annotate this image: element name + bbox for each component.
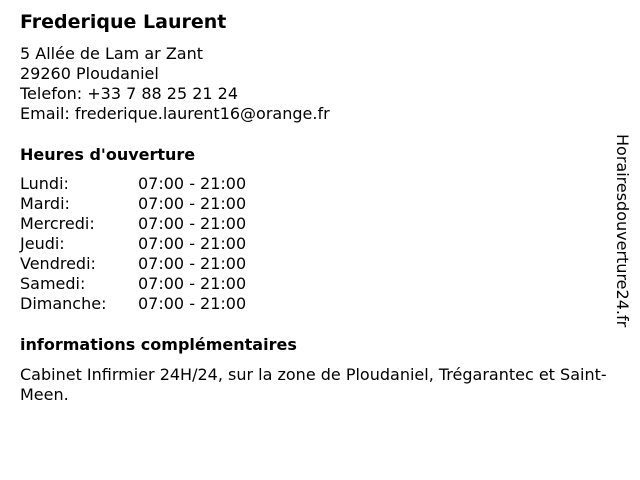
opening-hours-table (20, 174, 246, 314)
hours-time: 07:00 - 21:00 (138, 194, 247, 213)
site-watermark: Horairesdouverture24.fr (613, 134, 632, 328)
hours-row-saturday (20, 274, 246, 294)
city-postcode: 29260 Ploudaniel (20, 64, 159, 83)
email-address: Email: frederique.laurent16@orange.fr (20, 104, 330, 123)
hours-row-thursday (20, 234, 246, 254)
hours-day: Dimanche: (20, 294, 107, 313)
hours-time: 07:00 - 21:00 (138, 254, 247, 273)
additional-info-text: Cabinet Infirmier 24H/24, sur la zone de Ploudaniel, Trégarantec et Saint-Meen. (20, 365, 607, 404)
street-address: 5 Allée de Lam ar Zant (20, 44, 203, 63)
hours-day: Mardi: (20, 194, 70, 213)
hours-day: Vendredi: (20, 254, 96, 273)
hours-time: 07:00 - 21:00 (138, 294, 247, 313)
hours-time: 07:00 - 21:00 (138, 274, 247, 293)
hours-row-wednesday (20, 214, 246, 234)
hours-time: 07:00 - 21:00 (138, 174, 247, 193)
hours-day: Mercredi: (20, 214, 95, 233)
hours-day: Lundi: (20, 174, 69, 193)
hours-day: Jeudi: (20, 234, 65, 253)
hours-row-sunday (20, 294, 246, 314)
hours-row-monday (20, 174, 246, 194)
hours-row-tuesday (20, 194, 246, 214)
contact-details (20, 44, 330, 124)
additional-info-heading: informations complémentaires (20, 335, 297, 354)
hours-day: Samedi: (20, 274, 86, 293)
opening-hours-heading: Heures d'ouverture (20, 145, 196, 164)
contact-name: Frederique Laurent (20, 11, 227, 33)
phone-number: Telefon: +33 7 88 25 21 24 (20, 84, 239, 103)
hours-row-friday (20, 254, 246, 274)
hours-time: 07:00 - 21:00 (138, 234, 247, 253)
hours-time: 07:00 - 21:00 (138, 214, 247, 233)
